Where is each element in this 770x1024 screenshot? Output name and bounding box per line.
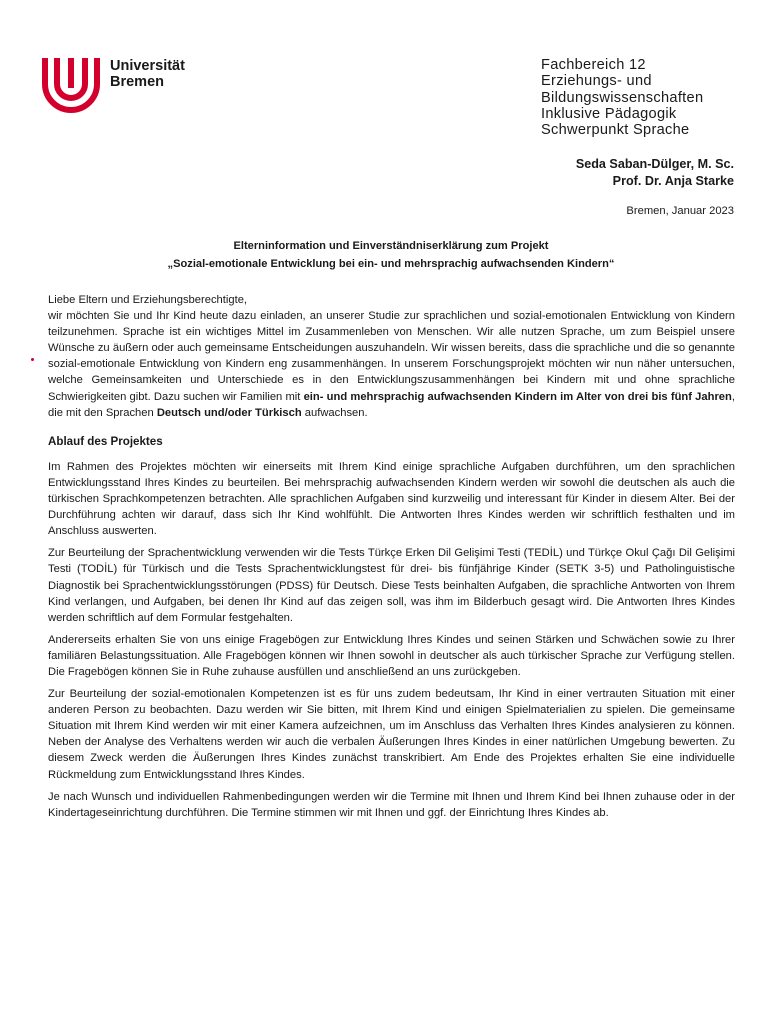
letter-date: Bremen, Januar 2023 — [626, 205, 734, 217]
intro-text: wir möchten Sie und Ihr Kind heute dazu einladen, an unserer Studie zur sprachlichen und sozial-emotionalen Entwicklung von Kindern teilzunehmen. Sprache ist ein wichtiges Mittel im Zusammenleben von Menschen. Wir alle nutzen Sprache, um zum Beispiel unsere Wünsche zu äußern oder auch gemeinsame Entscheidungen auszuhandeln. Wir wissen bereits, dass die sprachliche und die so genannte sozial-emotionale Entwicklung von Kindern eng zusammenhängen. In unserem Forschungsprojekt möchten wir nun näher untersuchen, welche Gemeinsamkeiten und Unterschiede es in den Entwicklungszusammenhängen bei Kindern mit und ohne sprachliche Schwierigkeiten gibt. Dazu suchen wir Familien mit — [48, 310, 735, 403]
letter-body — [48, 292, 735, 827]
title-line1: Elterninformation und Einverständniserklärung zum Projekt — [233, 240, 549, 252]
department-line: Bildungswissenschaften — [541, 89, 704, 106]
department-block — [541, 57, 703, 138]
uni-bremen-u-logo-icon — [42, 58, 100, 114]
section-paragraph: Zur Beurteilung der sozial-emotionalen Kompetenzen ist es für uns zudem bedeutsam, Ihr Kind in einer vertrauten Situation mit einer anderen Person zu beobachten. Dazu werden wir Sie bitten, mit Ihrem Kind und einigen Spielmaterialien zu spielen. Die gemeinsame Situation mit Ihrem Kind werden wir mit einer Kamera aufzeichnen, um im Anschluss das Verhalten Ihres Kindes analysieren zu können. Neben der Analyse des Verhaltens werden wir auch die verbalen Äußerungen Ihres Kindes in einer natürlichen Umgebung bewerten. Zu diesem Zweck werden die Äußerungen Ihres Kindes zunächst transkribiert. Am Ende des Projektes erhalten Sie eine individuelle Rückmeldung zum Entwicklungsstand Ihres Kindes. — [48, 688, 735, 781]
university-name-line2: Bremen — [110, 74, 164, 90]
intro-end: aufwachsen. — [304, 406, 368, 419]
author-name: Seda Saban-Dülger, M. Sc. — [575, 157, 734, 171]
section-paragraph: Zur Beurteilung der Sprachentwicklung verwenden wir die Tests Türkçe Erken Dil Gelişimi Testi (TEDİL) und Türkçe Okul Çağı Dil Gelişimi Testi (TODİL) für Türkisch und die Tests Sprachentwicklungstest für drei- bis fünfjährige Kinder (SETK 3-5) und Patholinguistische Diagnostik bei Sprachentwicklungsstörungen (PDSS) für Deutsch. Diese Tests beinhalten Aufgaben, die sprachliche Antworten von Ihrem Kind verlangen, und Aufgaben, bei denen Ihr Kind auf das zeigen soll, was ihm im Bilderbuch gesagt wird. Die Antworten Ihres Kindes werden schriftlich auf dem Formular festgehalten. — [48, 547, 735, 624]
section-paragraph: Andererseits erhalten Sie von uns einige Fragebögen zur Entwicklung Ihres Kindes und seinen Stärken und Schwächen sowie zu Ihrer familiären Belastungssituation. Alle Fragebögen können wir Ihnen sowohl in deutscher als auch türkischer Sprache zur Verfügung stellen. Die Fragebögen können Sie in Ruhe zuhause ausfüllen und anschließend an uns zurückgeben. — [48, 633, 735, 678]
author-name: Prof. Dr. Anja Starke — [612, 173, 734, 188]
department-line: Inklusive Pädagogik — [541, 105, 677, 122]
department-line: Fachbereich 12 — [541, 57, 646, 73]
authors-block — [576, 156, 734, 189]
section-paragraph: Je nach Wunsch und individuellen Rahmenbedingungen werden wir die Termine mit Ihnen und Ihrem Kind bei Ihnen zuhause oder in der Kindertageseinrichtung durchführen. Die Termine stimmen wir mit Ihnen und ggf. der Einrichtung Ihres Kindes ab. — [48, 790, 735, 819]
department-line: Erziehungs- und — [541, 73, 652, 90]
intro-bold-languages: Deutsch und/oder Türkisch — [156, 406, 302, 419]
section-heading: Ablauf des Projektes — [48, 434, 163, 448]
section-paragraph: Im Rahmen des Projektes möchten wir einerseits mit Ihrem Kind einige sprachliche Aufgaben durchführen, um den sprachlichen Entwicklungsstand Ihres Kindes zu beurteilen. Bei mehrsprachig aufwachsenden Kindern werden wir sowohl die deutschen als auch die türkischen Sprachkompetenzen betrachten. Alle sprachlichen Aufgaben sind kurzweilig und interessant für Kinder in diesem Alter. Bei der Durchführung achten wir darauf, dass sich Ihr Kind wohlfühlt. Die Antworten Ihres Kindes werden wir schriftlich festhalten und im Anschluss auswerten. — [48, 460, 735, 538]
title-line2: „Sozial-emotionale Entwicklung bei ein- und mehrsprachig aufwachsenden Kindern“ — [167, 258, 615, 270]
margin-mark — [31, 358, 34, 361]
university-name — [110, 58, 185, 90]
intro-bold-target-group: ein- und mehrsprachig aufwachsenden Kindern im Alter von drei bis fünf Jahren — [303, 390, 732, 403]
university-logo — [42, 58, 202, 114]
greeting: Liebe Eltern und Erziehungsberechtigte, — [48, 294, 248, 306]
intro-mid: , die mit den Sprachen — [48, 390, 735, 419]
university-name-line1: Universität — [110, 58, 185, 74]
document-title — [48, 237, 734, 273]
department-line: Schwerpunkt Sprache — [541, 122, 690, 139]
intro-paragraph — [48, 308, 735, 421]
